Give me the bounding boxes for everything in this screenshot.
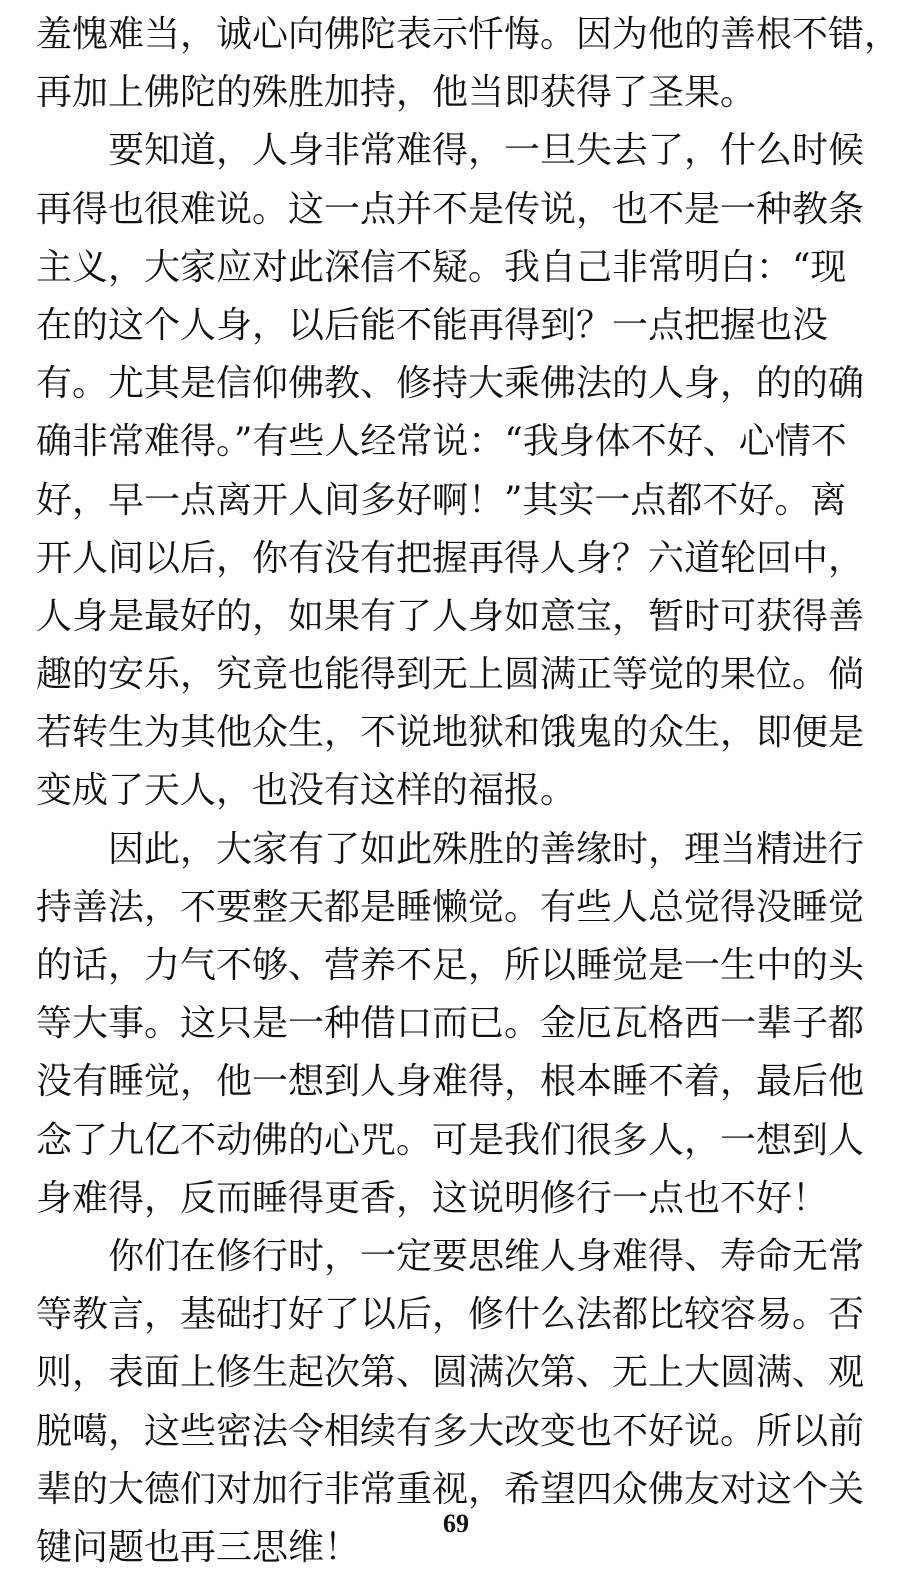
text-line: 因此，大家有了如此殊胜的善缘时，理当精进行 (36, 828, 865, 870)
text-line: 在的这个人身，以后能不能再得到？一点把握也没 (36, 304, 829, 346)
body-text (36, 6, 901, 1577)
text-line: 没有睡觉，他一想到人身难得，根本睡不着，最后他 (36, 1061, 865, 1103)
text-line: 身难得，反而睡得更香，这说明修行一点也不好！ (36, 1177, 829, 1219)
text-line: 有。尤其是信仰佛教、修持大乘佛法的人身，的的确 (36, 363, 865, 405)
text-line: 趣的安乐，究竟也能得到无上圆满正等觉的果位。倘 (36, 654, 865, 696)
text-line: 好，早一点离开人间多好啊！”其实一点都不好。离 (36, 479, 847, 521)
text-line: 键问题也再三思维！ (36, 1526, 361, 1568)
text-line: 再加上佛陀的殊胜加持，他当即获得了圣果。 (36, 72, 757, 114)
text-line: 的话，力气不够、营养不足，所以睡觉是一生中的头 (36, 945, 865, 986)
text-line: 要知道，人身非常难得，一旦失去了，什么时候 (36, 130, 865, 172)
text-line: 若转生为其他众生，不说地狱和饿鬼的众生，即便是 (36, 712, 865, 754)
text-line: 等大事。这只是一种借口而已。金厄瓦格西一辈子都 (36, 1003, 865, 1045)
text-line: 脱噶，这些密法令相续有多大改变也不好说。所以前 (36, 1410, 865, 1452)
text-line: 持善法，不要整天都是睡懒觉。有些人总觉得没睡觉 (36, 886, 865, 928)
text-line: 主义，大家应对此深信不疑。我自己非常明白：“现 (36, 246, 847, 288)
text-line: 念了九亿不动佛的心咒。可是我们很多人，一想到人 (36, 1119, 865, 1161)
text-line: 变成了天人，也没有这样的福报。 (36, 770, 577, 812)
text-line: 人身是最好的，如果有了人身如意宝，暂时可获得善 (36, 595, 865, 637)
text-line: 开人间以后，你有没有把握再得人身？六道轮回中， (36, 537, 865, 579)
text-line: 再得也很难说。这一点并不是传说，也不是一种教条 (36, 188, 865, 230)
text-line: 你们在修行时，一定要思维人身难得、寿命无常 (36, 1235, 865, 1277)
page-number: 69 (443, 1509, 469, 1538)
text-line: 羞愧难当，诚心向佛陀表示忏悔。因为他的善根不错， (36, 14, 901, 55)
text-line: 辈的大德们对加行非常重视，希望四众佛友对这个关 (36, 1468, 865, 1510)
text-line: 确非常难得。”有些人经常说：“我身体不好、心情不 (36, 421, 847, 463)
text-line: 则，表面上修生起次第、圆满次第、无上大圆满、观 (36, 1352, 865, 1394)
text-line: 等教言，基础打好了以后，修什么法都比较容易。否 (36, 1294, 865, 1336)
